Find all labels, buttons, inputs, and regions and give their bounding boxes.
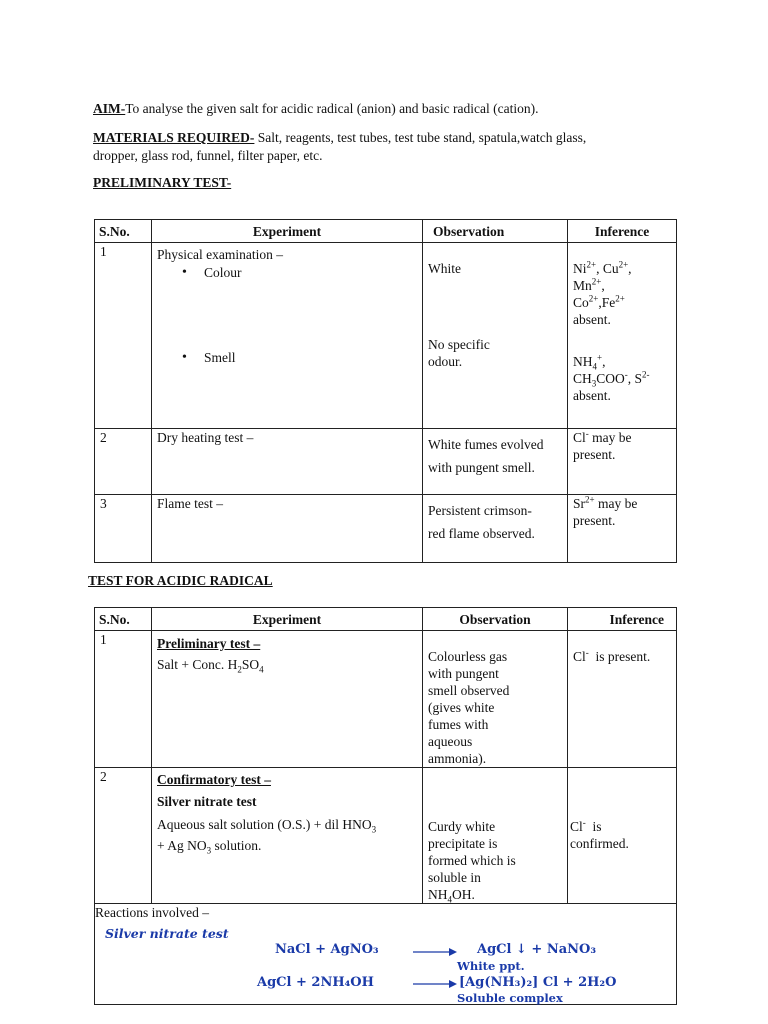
ion-text: Ni — [573, 261, 587, 276]
equation-1-left: NaCl + AgNO₃ — [275, 942, 379, 957]
obs-line: soluble in — [428, 870, 481, 885]
charge: - — [624, 369, 628, 380]
obs-smell-1: No specific — [428, 337, 490, 352]
header-inference: Inference — [568, 608, 677, 631]
experiment-cell: Flame test – — [152, 495, 423, 563]
table-row — [95, 631, 677, 768]
header-observation: Observation — [423, 220, 568, 243]
inf-line-1 — [573, 495, 671, 512]
equation-1-note: White ppt. — [457, 959, 525, 973]
subscript: 4 — [592, 361, 597, 372]
observation-lines — [428, 648, 562, 767]
obs-line: Colourless gas — [428, 649, 508, 664]
obs-line: (gives white — [428, 700, 495, 715]
charge: 2+ — [586, 259, 597, 270]
observation-cell — [423, 429, 568, 495]
obs-line: aqueous — [428, 734, 473, 749]
formula-text: SO — [241, 657, 260, 672]
inf-smell-line-1 — [573, 353, 671, 370]
subscript: 3 — [206, 845, 212, 856]
inference-cell — [568, 495, 677, 563]
experiment-line-2 — [157, 837, 417, 854]
table-row — [95, 768, 677, 904]
experiment-cell — [152, 243, 423, 429]
inf-line-1 — [570, 818, 671, 835]
obs-line-2: red flame observed. — [428, 526, 535, 541]
ion-text: COO — [596, 371, 625, 386]
experiment-cell — [152, 768, 423, 904]
reactions-cell — [95, 904, 677, 1005]
experiment-title-text: Preliminary test – — [157, 636, 261, 651]
inf-smell-line-2 — [573, 370, 671, 387]
equation-1-right: AgCl ↓ + NaNO₃ — [477, 942, 597, 957]
formula-text: NH — [428, 887, 448, 902]
observation-cell — [423, 768, 568, 904]
observation-lines — [428, 818, 562, 903]
bullet-colour: • Colour — [157, 264, 417, 281]
charge: - — [585, 647, 589, 658]
inference-cell — [568, 243, 677, 429]
reactions-row — [95, 904, 677, 1005]
header-sno: S.No. — [95, 608, 152, 631]
ion-text: Cl — [573, 430, 586, 445]
experiment-subtitle: Silver nitrate test — [157, 794, 257, 809]
observation-cell — [423, 243, 568, 429]
preliminary-test-table — [94, 219, 677, 563]
observation-cell — [423, 631, 568, 768]
header-sno: S.No. — [95, 220, 152, 243]
experiment-line-1 — [157, 816, 417, 833]
sno-cell: 2 — [95, 429, 152, 495]
header-inference: Inference — [568, 220, 677, 243]
sno-cell: 3 — [95, 495, 152, 563]
materials-line — [93, 129, 586, 146]
header-experiment: Experiment — [152, 220, 423, 243]
experiment-cell — [152, 631, 423, 768]
obs-smell-2: odour. — [428, 354, 463, 369]
obs-line: smell observed — [428, 683, 510, 698]
reactions-label: Reactions involved – — [95, 905, 209, 920]
charge: 2+ — [585, 494, 595, 505]
ion-text: , Cu — [596, 261, 619, 276]
obs-line-1: White fumes evolved — [428, 437, 544, 452]
experiment-title: Physical examination – — [157, 247, 283, 262]
subscript: 3 — [591, 378, 597, 389]
experiment-cell: Dry heating test – — [152, 429, 423, 495]
inf-line — [573, 648, 671, 665]
materials-line-2: dropper, glass rod, funnel, filter paper, etc. — [93, 148, 323, 163]
formula-text: OH. — [452, 887, 475, 902]
acidic-radical-heading: TEST FOR ACIDIC RADICAL — [88, 573, 273, 588]
inf-line-2: present. — [573, 447, 616, 462]
table-header-row — [95, 608, 677, 631]
formula-text: Salt + Conc. H — [157, 657, 238, 672]
inf-line-2: confirmed. — [570, 836, 629, 851]
table-row — [95, 243, 677, 429]
table-row — [95, 495, 677, 563]
charge: 2+ — [615, 293, 625, 304]
inf-colour-absent: absent. — [573, 312, 611, 327]
ion-text: may be — [594, 496, 638, 511]
header-observation: Observation — [423, 608, 568, 631]
charge: 2+ — [618, 259, 629, 270]
ion-text: Co — [573, 295, 589, 310]
arrow-2-icon — [413, 979, 457, 989]
materials-text-1: Salt, reagents, test tubes, test tube stand, spatula,watch glass, — [254, 130, 587, 145]
ion-text: Cl — [573, 649, 586, 664]
table-header-row — [95, 220, 677, 243]
sno-cell: 1 — [95, 631, 152, 768]
charge: + — [597, 352, 603, 363]
aim-text: To analyse the given salt for acidic radical (anion) and basic radical (cation). — [125, 101, 539, 116]
sno-cell: 2 — [95, 768, 152, 904]
obs-line — [428, 886, 562, 903]
charge: 2+ — [591, 276, 602, 287]
ion-text: may be — [588, 430, 632, 445]
inf-colour-line-2 — [573, 277, 671, 294]
aim-line — [93, 100, 539, 117]
inference-cell — [568, 429, 677, 495]
equation-2-right: [Ag(NH₃)₂] Cl + 2H₂O — [459, 975, 617, 990]
obs-line: Curdy white — [428, 819, 496, 834]
observation-cell — [423, 495, 568, 563]
arrow-1-icon — [413, 947, 457, 957]
header-experiment: Experiment — [152, 608, 423, 631]
inference-cell — [568, 768, 677, 904]
sno-cell: 1 — [95, 243, 152, 429]
ion-text: , — [601, 278, 605, 293]
inf-smell-absent: absent. — [573, 388, 611, 403]
ion-text: NH — [573, 354, 593, 369]
obs-line: ammonia). — [428, 751, 487, 766]
experiment-title-text: Confirmatory test – — [157, 772, 271, 787]
ion-text: Mn — [573, 278, 592, 293]
equation-2-note: Soluble complex — [457, 991, 563, 1005]
inf-colour-line-3 — [573, 294, 671, 311]
experiment-title — [157, 635, 417, 652]
charge: 2- — [642, 369, 650, 380]
ion-text: is present. — [588, 649, 651, 664]
formula-text: solution. — [211, 838, 262, 853]
inference-cell — [568, 631, 677, 768]
bullet-smell: • Smell — [157, 349, 417, 366]
charge: - — [585, 428, 589, 439]
obs-line: with pungent — [428, 666, 499, 681]
ion-text: Cl — [570, 819, 583, 834]
formula-text: + Ag NO — [157, 838, 207, 853]
inf-line-2: present. — [573, 513, 616, 528]
table-row — [95, 429, 677, 495]
ion-text: CH — [573, 371, 592, 386]
experiment-text — [157, 656, 417, 673]
reactions-title: Silver nitrate test — [105, 926, 229, 941]
acidic-radical-table — [94, 607, 677, 1005]
ion-text: , — [628, 261, 632, 276]
inf-colour-line-1 — [573, 260, 671, 277]
preliminary-heading: PRELIMINARY TEST- — [93, 175, 232, 190]
materials-label: MATERIALS REQUIRED- — [93, 130, 255, 145]
obs-colour: White — [428, 261, 461, 276]
obs-line-2: with pungent smell. — [428, 460, 535, 475]
inf-line-1 — [573, 429, 671, 446]
ion-text: ,Fe — [598, 295, 616, 310]
ion-text: , S — [627, 371, 643, 386]
subscript: 4 — [259, 664, 264, 675]
charge: - — [582, 817, 586, 828]
obs-line-1: Persistent crimson- — [428, 503, 532, 518]
subscript: 2 — [237, 664, 242, 675]
formula-text: Aqueous salt solution (O.S.) + dil HNO — [157, 817, 372, 832]
ion-text: , — [602, 354, 606, 369]
experiment-title — [157, 771, 417, 788]
ion-text: is — [585, 819, 602, 834]
obs-line: formed which is — [428, 853, 516, 868]
subscript: 3 — [371, 824, 377, 835]
aim-label: AIM- — [93, 101, 126, 116]
obs-line: fumes with — [428, 717, 489, 732]
obs-line: precipitate is — [428, 836, 498, 851]
subscript: 4 — [447, 894, 452, 905]
charge: 2+ — [588, 293, 599, 304]
ion-text: Sr — [573, 496, 586, 511]
equation-2-left: AgCl + 2NH₄OH — [257, 975, 374, 990]
